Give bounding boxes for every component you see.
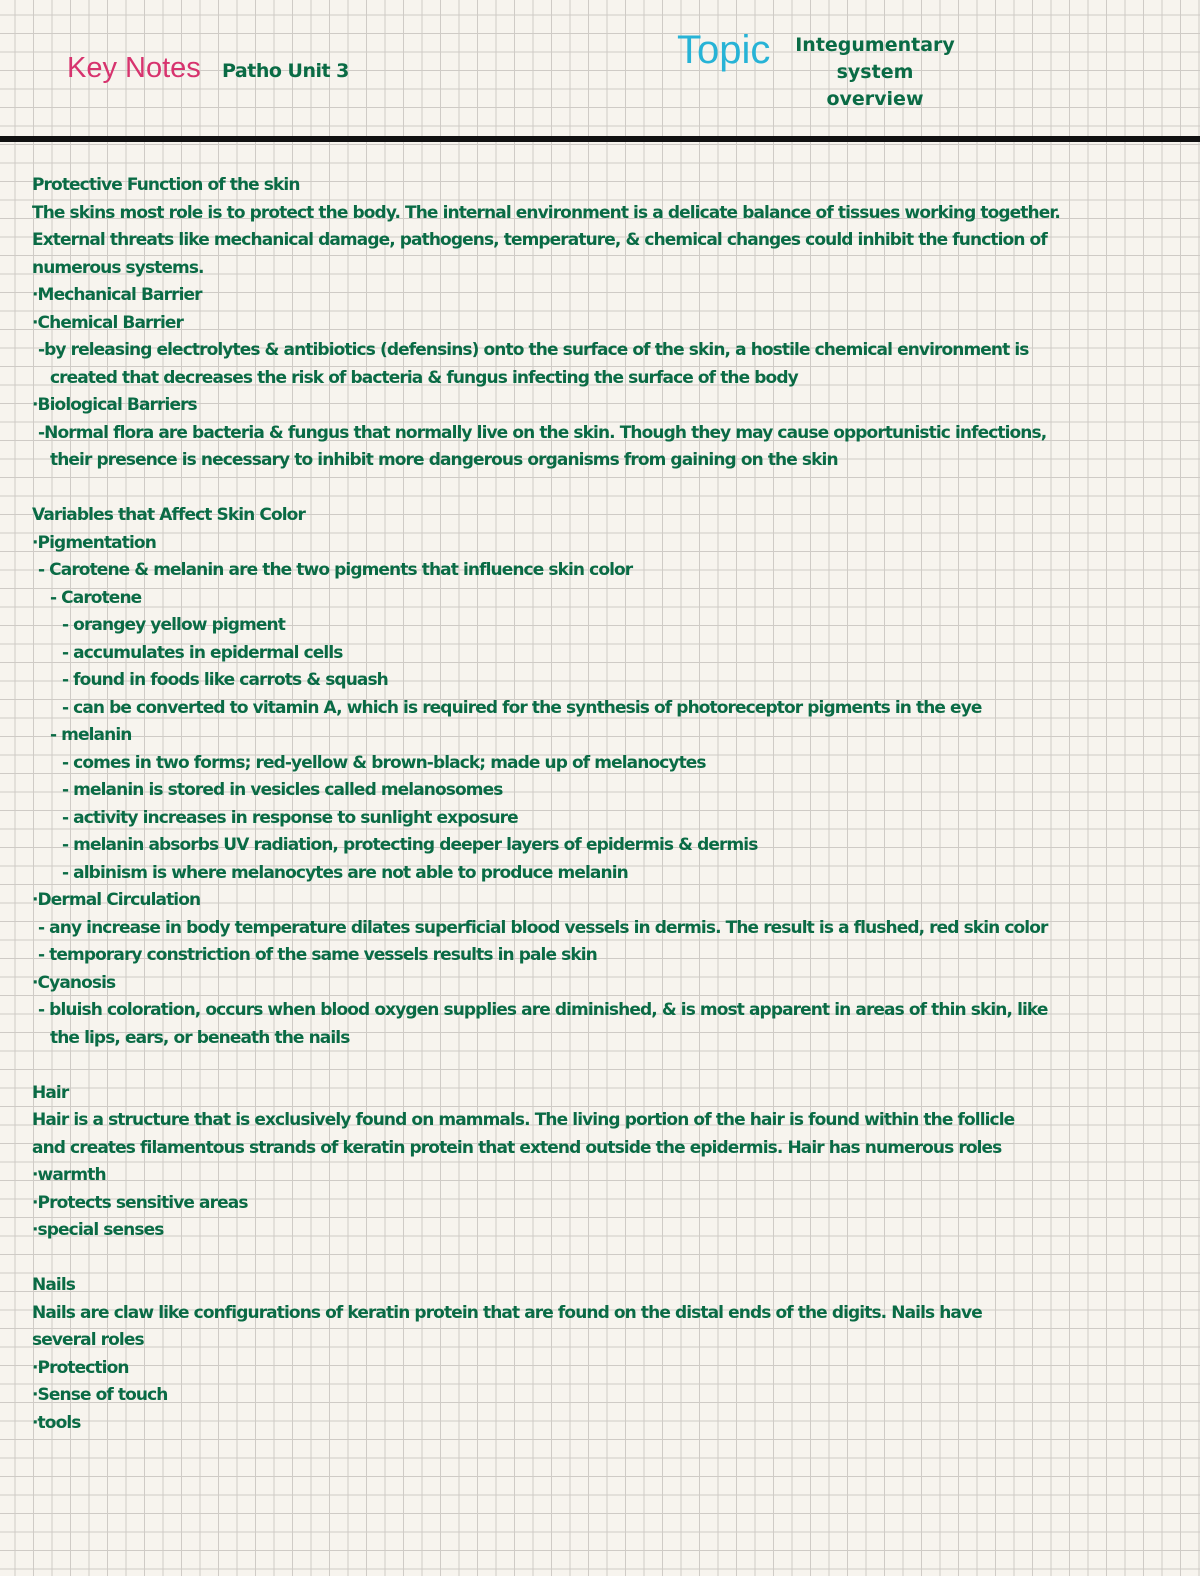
bullet-item: ·Mechanical Barrier xyxy=(32,285,202,305)
sub-bullet: - bluish coloration, occurs when blood oxygen supplies are diminished, & is most apparent in areas of thin skin, like xyxy=(38,1000,1048,1020)
page-header xyxy=(0,0,1200,136)
bullet-item: ·Cyanosis xyxy=(32,972,116,993)
topic-value xyxy=(790,32,960,113)
sub-bullet: -Normal flora are bacteria & fungus that normally live on the skin. Though they may cause opportunistic infections, xyxy=(38,422,1047,443)
section-heading: Protective Function of the skin xyxy=(32,175,300,195)
sub-sub-bullet: - melanin absorbs UV radiation, protecting deeper layers of epidermis & dermis xyxy=(62,835,758,855)
sub-sub-bullet: - can be converted to vitamin A, which is required for the synthesis of photoreceptor pigments in the eye xyxy=(62,697,982,718)
sub-bullet: - melanin xyxy=(50,725,132,745)
spacer xyxy=(32,1245,1192,1273)
notes-body xyxy=(32,172,1192,1437)
bullet-item: ·Pigmentation xyxy=(32,532,156,553)
bullet-item: ·Sense of touch xyxy=(32,1385,168,1405)
sub-bullet: - Carotene & melanin are the two pigments that influence skin color xyxy=(38,560,633,580)
sub-sub-bullet: - melanin is stored in vesicles called melanosomes xyxy=(62,780,503,800)
spacer xyxy=(32,1052,1192,1080)
unit-title: Patho Unit 3 xyxy=(222,60,349,82)
key-notes-label: Key Notes xyxy=(67,52,201,84)
sub-bullet: -by releasing electrolytes & antibiotics (defensins) onto the surface of the skin, a hostile chemical environment is xyxy=(38,340,1029,360)
section-heading: Variables that Affect Skin Color xyxy=(32,505,305,525)
bullet-item: ·warmth xyxy=(32,1165,106,1185)
sub-bullet: - any increase in body temperature dilates superficial blood vessels in dermis. The result is a flushed, red skin color xyxy=(38,917,1048,938)
note-line: External threats like mechanical damage, pathogens, temperature, & chemical changes could inhibit the function of xyxy=(32,230,1047,250)
sub-sub-bullet: - found in foods like carrots & squash xyxy=(62,670,388,690)
sub-sub-bullet: - comes in two forms; red-yellow & brown-black; made up of melanocytes xyxy=(62,752,706,773)
section-heading: Hair xyxy=(32,1082,69,1103)
spacer xyxy=(32,475,1192,503)
topic-label: Topic xyxy=(677,28,771,72)
bullet-item: ·Protects sensitive areas xyxy=(32,1192,248,1213)
note-line: numerous systems. xyxy=(32,257,204,278)
bullet-item: ·Dermal Circulation xyxy=(32,890,201,910)
bullet-item: ·Biological Barriers xyxy=(32,395,197,415)
sub-bullet: - temporary constriction of the same vessels results in pale skin xyxy=(38,945,597,965)
note-line: The skins most role is to protect the body. The internal environment is a delicate balance of tissues working together. xyxy=(32,202,1060,223)
sub-sub-bullet: - orangey yellow pigment xyxy=(62,615,285,635)
sub-sub-bullet: - albinism is where melanocytes are not able to produce melanin xyxy=(62,862,628,883)
bullet-item: ·tools xyxy=(32,1412,81,1433)
topic-line: overview xyxy=(826,88,924,110)
header-divider xyxy=(0,136,1200,142)
sub-bullet-continued: created that decreases the risk of bacteria & fungus infecting the surface of the body xyxy=(50,367,798,388)
sub-bullet-continued: their presence is necessary to inhibit more dangerous organisms from gaining on the skin xyxy=(50,450,838,470)
note-line: Hair is a structure that is exclusively found on mammals. The living portion of the hair is found within the follicle xyxy=(32,1110,1015,1130)
bullet-item: ·special senses xyxy=(32,1220,164,1240)
bullet-item: ·Chemical Barrier xyxy=(32,312,184,333)
section-heading: Nails xyxy=(32,1275,75,1295)
note-line: Nails are claw like configurations of keratin protein that are found on the distal ends of the digits. Nails have xyxy=(32,1302,982,1323)
topic-line: Integumentary xyxy=(795,34,955,56)
sub-bullet-continued: the lips, ears, or beneath the nails xyxy=(50,1027,350,1048)
sub-sub-bullet: - accumulates in epidermal cells xyxy=(62,642,343,663)
bullet-item: ·Protection xyxy=(32,1357,129,1378)
sub-bullet: - Carotene xyxy=(50,587,142,608)
note-line: and creates filamentous strands of keratin protein that extend outside the epidermis. Hair has numerous roles xyxy=(32,1137,1002,1158)
note-line: several roles xyxy=(32,1330,144,1350)
sub-sub-bullet: - activity increases in response to sunlight exposure xyxy=(62,807,518,828)
topic-line: system xyxy=(836,61,914,83)
